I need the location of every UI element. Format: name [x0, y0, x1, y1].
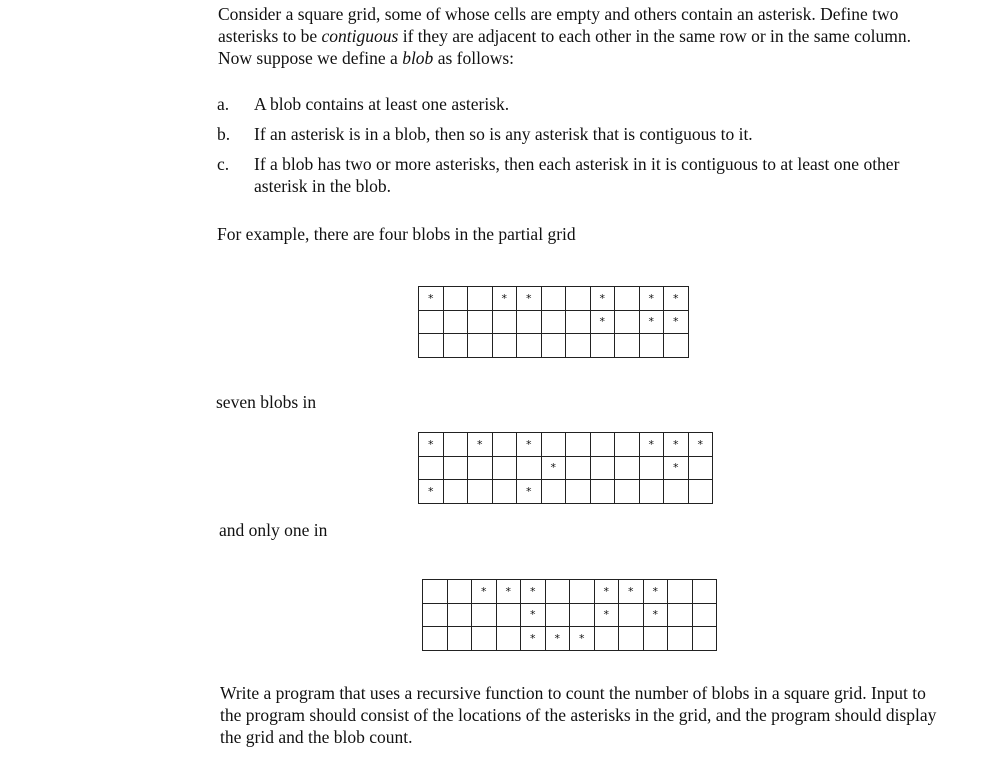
empty-cell [496, 627, 521, 651]
one-blob-label: and only one in [219, 520, 328, 540]
rule-marker: b. [217, 124, 231, 144]
empty-cell [423, 580, 448, 604]
rule-text: If an asterisk is in a blob, then so is any asterisk that is contiguous to it. [254, 124, 753, 144]
asterisk-cell: * [570, 627, 595, 651]
asterisk-cell: * [419, 433, 444, 457]
intro-text-3: as follows: [433, 48, 515, 68]
asterisk-cell: * [688, 433, 713, 457]
empty-cell [615, 456, 640, 480]
one-blob-grid [422, 579, 717, 651]
asterisk-cell: * [517, 287, 542, 311]
empty-cell [615, 433, 640, 457]
asterisk-cell: * [643, 580, 668, 604]
intro-text-2: if they are adjacent to each other in the same row or in the same column. Now suppose we define a [218, 26, 911, 68]
asterisk-cell: * [521, 603, 546, 627]
empty-cell [492, 334, 517, 358]
empty-cell [570, 603, 595, 627]
empty-cell [468, 287, 493, 311]
empty-cell [447, 580, 472, 604]
rule-text: If a blob has two or more asterisks, then each asterisk in it is contiguous to at least one other asterisk in the blob. [254, 154, 900, 196]
empty-cell [594, 627, 619, 651]
empty-cell [590, 334, 615, 358]
seven-blobs-label: seven blobs in [216, 392, 317, 412]
empty-cell [664, 334, 689, 358]
four-blobs-grid [418, 286, 689, 358]
empty-cell [566, 287, 591, 311]
empty-cell [492, 480, 517, 504]
empty-cell [619, 603, 644, 627]
rule-text: A blob contains at least one asterisk. [254, 94, 510, 114]
grid-row [423, 627, 717, 651]
asterisk-cell: * [643, 603, 668, 627]
grid-row [419, 433, 713, 457]
empty-cell [443, 310, 468, 334]
empty-cell [541, 480, 566, 504]
empty-cell [541, 433, 566, 457]
empty-cell [545, 603, 570, 627]
asterisk-cell: * [545, 627, 570, 651]
asterisk-cell: * [590, 287, 615, 311]
asterisk-cell: * [472, 580, 497, 604]
empty-cell [692, 627, 717, 651]
empty-cell [443, 334, 468, 358]
asterisk-cell: * [419, 480, 444, 504]
empty-cell [545, 580, 570, 604]
asterisk-cell: * [590, 310, 615, 334]
empty-cell [541, 287, 566, 311]
asterisk-cell: * [521, 627, 546, 651]
empty-cell [615, 334, 640, 358]
empty-cell [590, 433, 615, 457]
empty-cell [566, 480, 591, 504]
seven-blobs-grid [418, 432, 713, 504]
asterisk-cell: * [541, 456, 566, 480]
empty-cell [468, 456, 493, 480]
asterisk-cell: * [517, 480, 542, 504]
empty-cell [468, 334, 493, 358]
empty-cell [590, 456, 615, 480]
empty-cell [447, 603, 472, 627]
empty-cell [419, 310, 444, 334]
empty-cell [688, 480, 713, 504]
empty-cell [639, 334, 664, 358]
empty-cell [423, 603, 448, 627]
empty-cell [590, 480, 615, 504]
empty-cell [517, 456, 542, 480]
asterisk-cell: * [492, 287, 517, 311]
empty-cell [496, 603, 521, 627]
empty-cell [692, 580, 717, 604]
asterisk-cell: * [468, 433, 493, 457]
asterisk-cell: * [517, 433, 542, 457]
empty-cell [472, 603, 497, 627]
grid-row [423, 580, 717, 604]
closing-paragraph: Write a program that uses a recursive function to count the number of blobs in a square grid. Input to the program should consist of the locations of the asterisks in the grid, and the program should display the grid and the blob count. [220, 683, 937, 747]
empty-cell [443, 287, 468, 311]
rule-marker: c. [217, 154, 230, 174]
asterisk-cell: * [664, 456, 689, 480]
empty-cell [443, 456, 468, 480]
empty-cell [619, 627, 644, 651]
empty-cell [639, 480, 664, 504]
empty-cell [468, 480, 493, 504]
empty-cell [443, 433, 468, 457]
intro-text-1: Consider a square grid, some of whose cells are empty and others contain an asterisk. Define two asterisks to be [218, 4, 899, 46]
grid-row [423, 603, 717, 627]
empty-cell [423, 627, 448, 651]
empty-cell [664, 480, 689, 504]
asterisk-cell: * [664, 433, 689, 457]
asterisk-cell: * [594, 580, 619, 604]
empty-cell [639, 456, 664, 480]
intro-paragraph [218, 3, 938, 69]
grid-row [419, 456, 713, 480]
asterisk-cell: * [664, 287, 689, 311]
empty-cell [668, 603, 693, 627]
empty-cell [447, 627, 472, 651]
rule-marker: a. [217, 94, 230, 114]
grid-row [419, 334, 689, 358]
empty-cell [566, 456, 591, 480]
empty-cell [541, 310, 566, 334]
empty-cell [615, 480, 640, 504]
empty-cell [468, 310, 493, 334]
empty-cell [692, 603, 717, 627]
grid-row [419, 287, 689, 311]
empty-cell [668, 627, 693, 651]
empty-cell [419, 456, 444, 480]
empty-cell [419, 334, 444, 358]
asterisk-cell: * [619, 580, 644, 604]
grid-row [419, 480, 713, 504]
empty-cell [688, 456, 713, 480]
empty-cell [570, 580, 595, 604]
empty-cell [643, 627, 668, 651]
term-contiguous: contiguous [321, 26, 399, 46]
empty-cell [517, 310, 542, 334]
asterisk-cell: * [594, 603, 619, 627]
empty-cell [541, 334, 566, 358]
empty-cell [517, 334, 542, 358]
empty-cell [492, 310, 517, 334]
example-intro: For example, there are four blobs in the partial grid [217, 224, 576, 244]
asterisk-cell: * [521, 580, 546, 604]
empty-cell [443, 480, 468, 504]
asterisk-cell: * [639, 310, 664, 334]
asterisk-cell: * [639, 287, 664, 311]
asterisk-cell: * [496, 580, 521, 604]
empty-cell [472, 627, 497, 651]
asterisk-cell: * [419, 287, 444, 311]
asterisk-cell: * [639, 433, 664, 457]
grid-row [419, 310, 689, 334]
empty-cell [566, 310, 591, 334]
empty-cell [566, 334, 591, 358]
empty-cell [615, 287, 640, 311]
empty-cell [492, 433, 517, 457]
empty-cell [668, 580, 693, 604]
empty-cell [615, 310, 640, 334]
empty-cell [492, 456, 517, 480]
term-blob: blob [402, 48, 434, 68]
asterisk-cell: * [664, 310, 689, 334]
empty-cell [566, 433, 591, 457]
